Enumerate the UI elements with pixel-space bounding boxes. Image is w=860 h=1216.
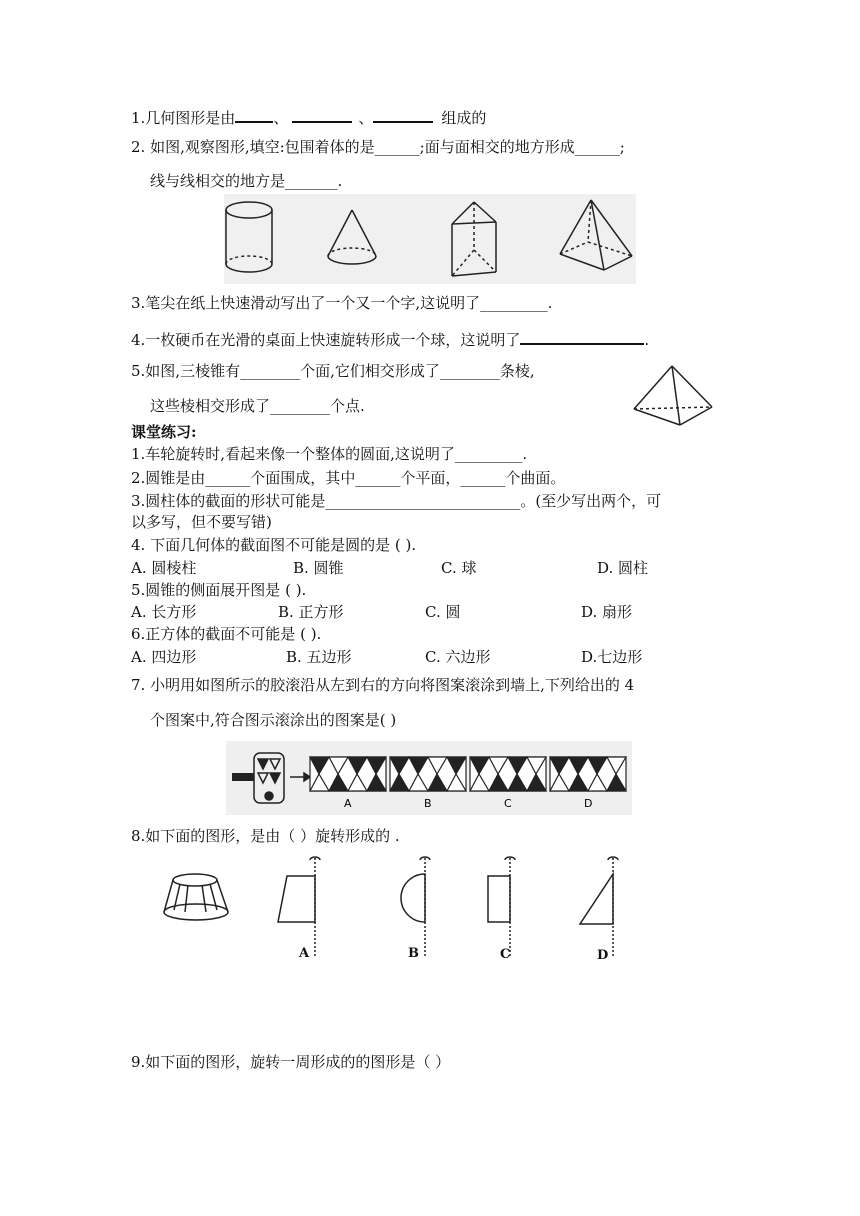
blank[interactable] (292, 106, 352, 123)
option-label-c[interactable]: C (500, 947, 511, 962)
practice-7-line2: 个图案中,符合图示滚涂出的图案是( ) (150, 711, 397, 729)
practice-4-option-c[interactable]: C. 球 (441, 559, 477, 577)
option-a-trapezoid (278, 857, 320, 958)
practice-6-option-c[interactable]: C. 六边形 (425, 648, 491, 666)
question-3: 3.笔尖在纸上快速滑动写出了一个又一个字,这说明了_________. (131, 294, 553, 312)
question-5-line1: 5.如图,三棱锥有________个面,它们相交形成了________条棱, (131, 362, 535, 380)
practice-4-option-d[interactable]: D. 圆柱 (597, 559, 649, 577)
frustum-shape (164, 874, 228, 920)
rotation-figure (160, 852, 630, 968)
pattern-label-a: A (344, 797, 352, 810)
practice-4-option-b[interactable]: B. 圆锥 (293, 559, 344, 577)
question-1: 1.几何图形是由 、 、 组成的 (131, 106, 486, 128)
practice-5-option-d[interactable]: D. 扇形 (581, 603, 633, 621)
practice-6-option-d[interactable]: D.七边形 (581, 648, 643, 666)
solids-figure (224, 194, 636, 284)
figure-background (224, 194, 636, 284)
pattern-label-d: D (584, 797, 593, 810)
roller-pattern-figure (226, 741, 632, 815)
practice-5-option-c[interactable]: C. 圆 (425, 603, 461, 621)
practice-3-line2: 以多写，但不要写错) (131, 513, 272, 531)
practice-3-line1: 3.圆柱体的截面的形状可能是__________________________。(至少写出两个，可 (131, 492, 662, 510)
question-2-line2: 线与线相交的地方是_______. (150, 172, 343, 190)
practice-9: 9.如下面的图形，旋转一周形成的的图形是（ ） (131, 1053, 451, 1071)
option-label-b[interactable]: B (408, 946, 419, 961)
roller-handle (232, 773, 254, 781)
practice-8: 8.如下面的图形，是由（ ）旋转形成的 . (131, 827, 400, 845)
triangular-pyramid-figure (630, 363, 716, 429)
option-d-triangle (580, 857, 618, 958)
blank[interactable] (235, 106, 273, 123)
practice-4-option-a[interactable]: A. 圆棱柱 (131, 559, 197, 577)
question-5-line2: 这些棱相交形成了________个点. (150, 397, 365, 415)
pattern-label-b: B (424, 797, 432, 810)
practice-6-option-a[interactable]: A. 四边形 (131, 648, 197, 666)
option-label-a[interactable]: A (299, 946, 310, 961)
practice-6-option-b[interactable]: B. 五边形 (286, 648, 352, 666)
practice-5-option-a[interactable]: A. 长方形 (131, 603, 197, 621)
option-c-rectangle (488, 857, 515, 958)
practice-5-stem: 5.圆锥的侧面展开图是 ( ). (131, 581, 307, 599)
practice-heading: 课堂练习: (131, 423, 197, 441)
option-label-d[interactable]: D (597, 948, 609, 963)
option-b-half-circle (401, 857, 430, 958)
practice-4-stem: 4. 下面几何体的截面图不可能是圆的是 ( ). (131, 536, 417, 554)
practice-5-option-b[interactable]: B. 正方形 (278, 603, 344, 621)
question-2-line1: 2. 如图,观察图形,填空:包围着体的是______;面与面相交的地方形成______; (131, 138, 625, 156)
pattern-label-c: C (504, 797, 512, 810)
practice-2: 2.圆锥是由______个面围成，其中______个平面，______个曲面。 (131, 469, 566, 487)
practice-6-stem: 6.正方体的截面不可能是 ( ). (131, 625, 322, 643)
practice-7-line1: 7. 小明用如图所示的胶滚沿从左到右的方向将图案滚涂到墙上,下列给出的 4 (131, 676, 635, 694)
blank[interactable] (373, 106, 433, 123)
question-4: 4.一枚硬币在光滑的桌面上快速旋转形成一个球，这说明了 . (131, 328, 649, 350)
practice-1: 1.车轮旋转时,看起来像一个整体的圆面,这说明了_________. (131, 445, 528, 463)
blank[interactable] (520, 328, 644, 345)
